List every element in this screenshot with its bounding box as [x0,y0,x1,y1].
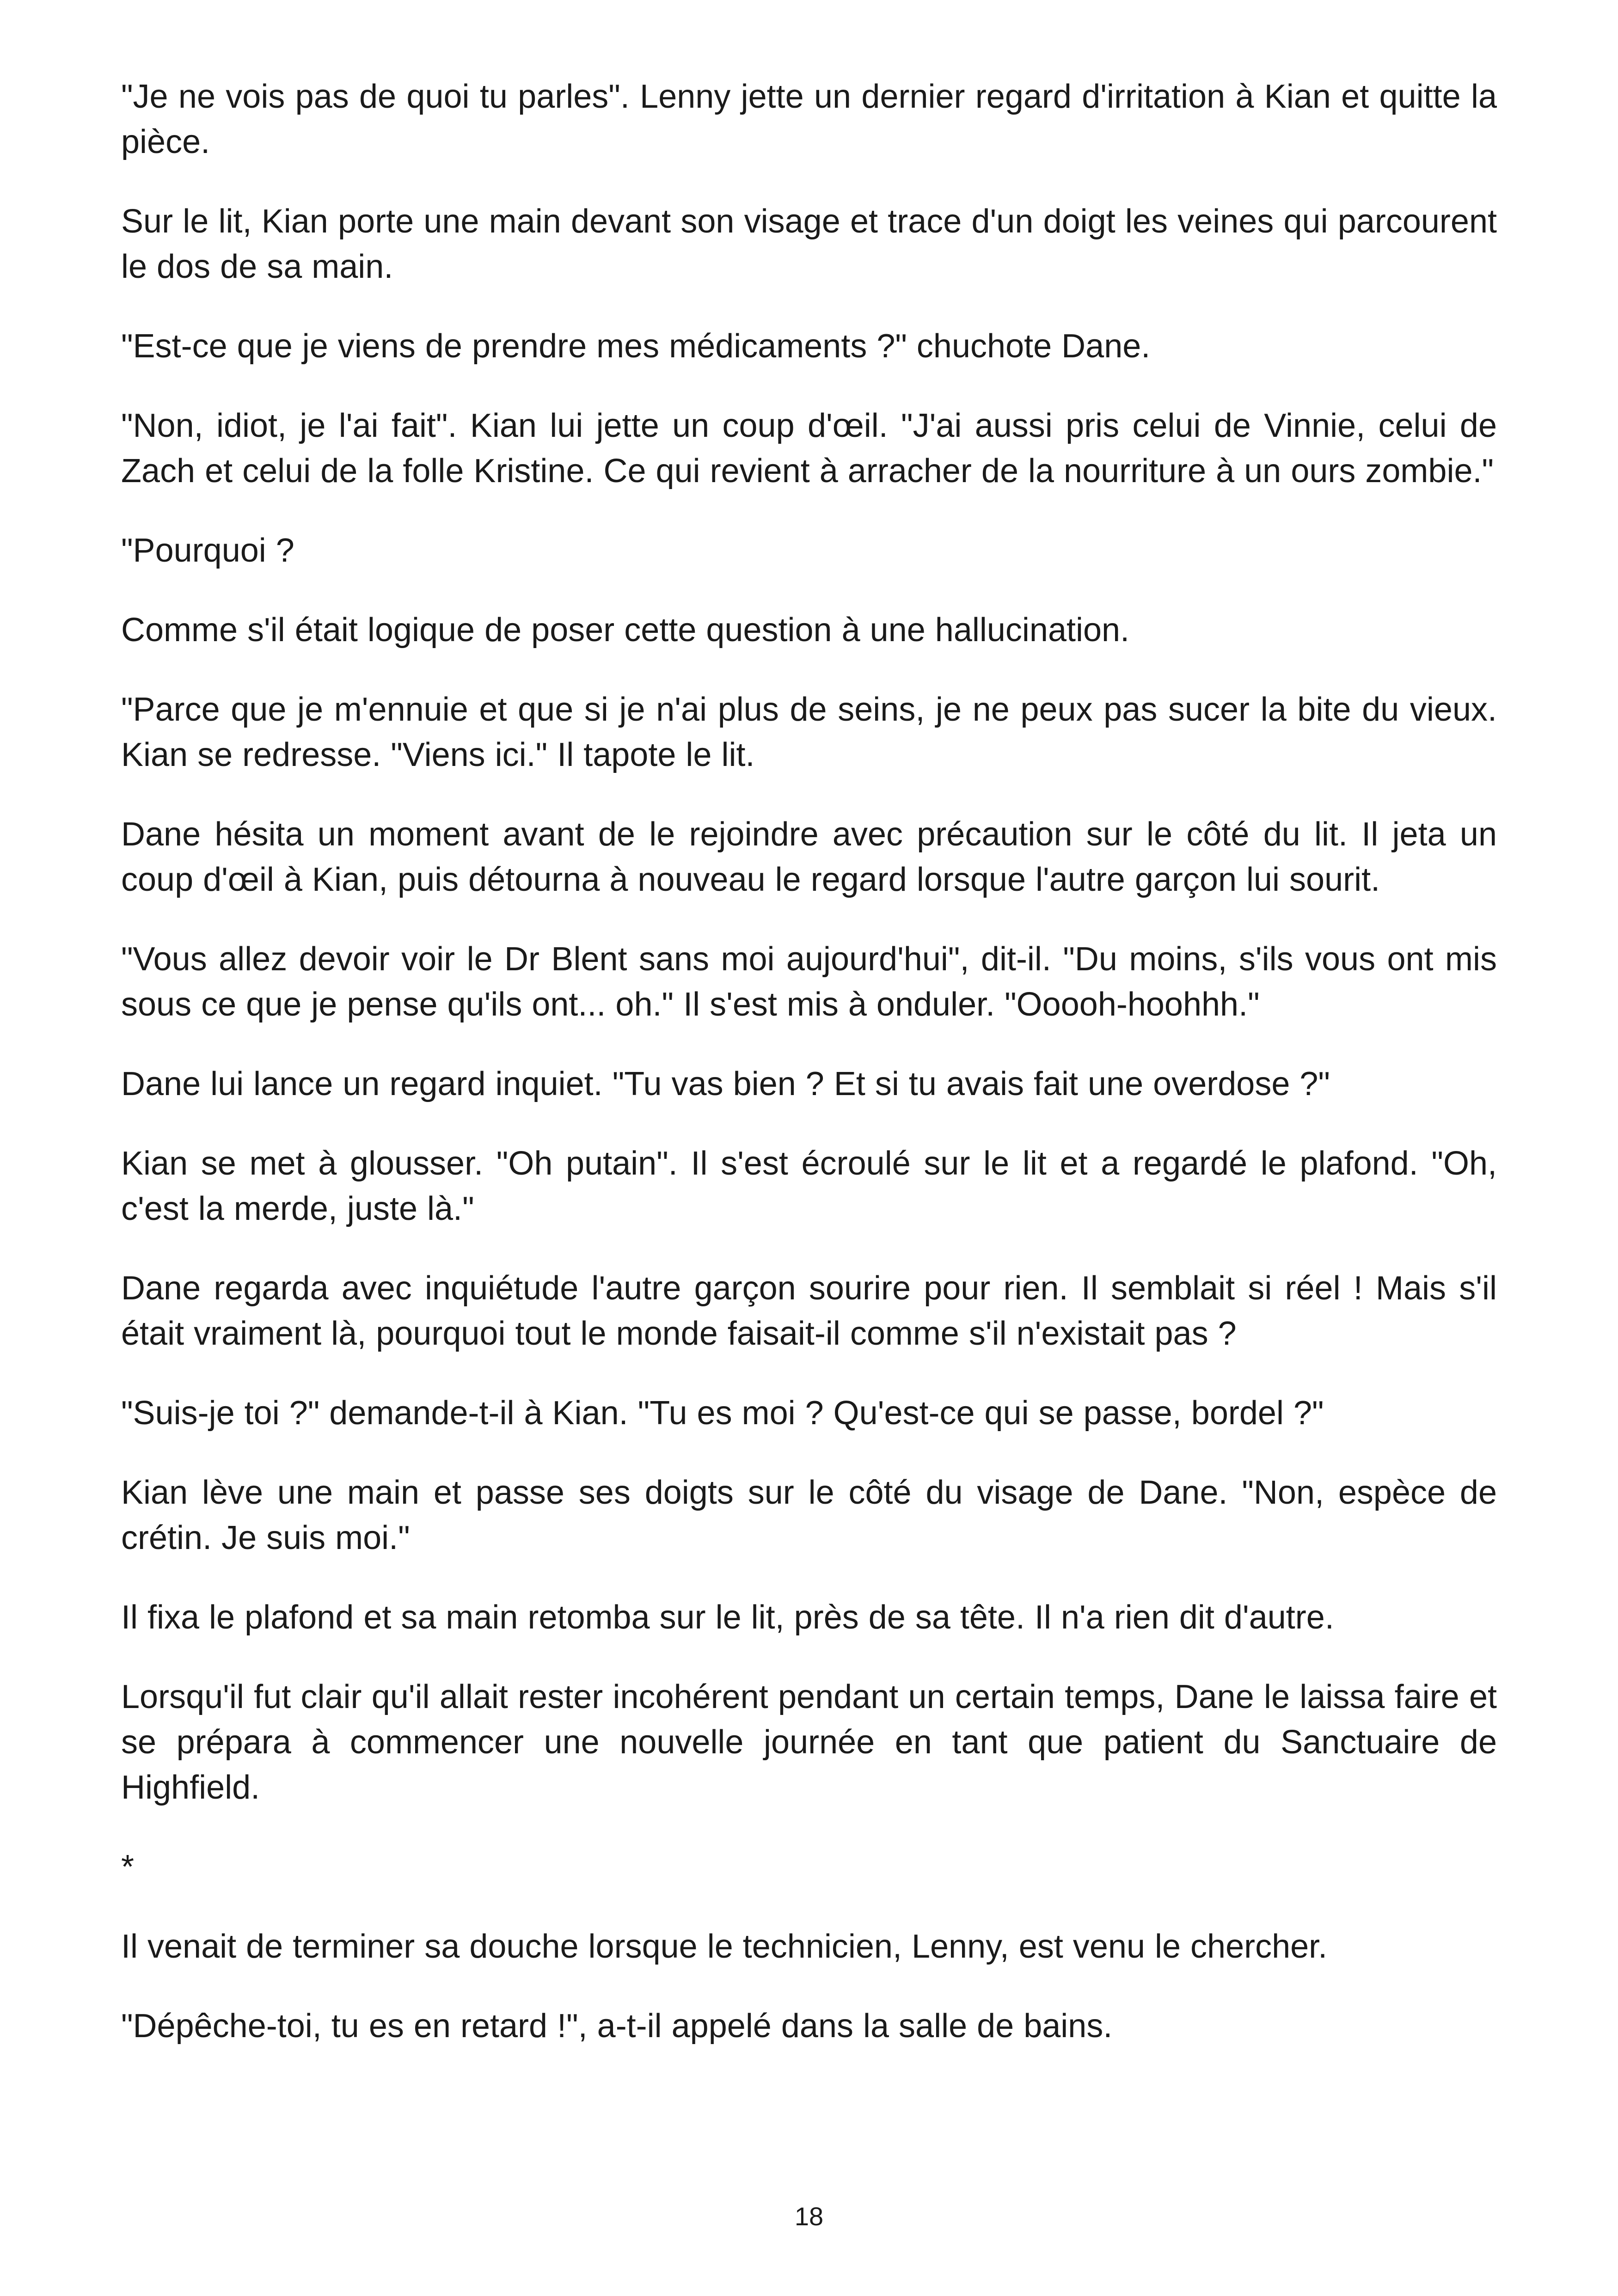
paragraph: Dane hésita un moment avant de le rejoindre avec précaution sur le côté du lit. Il jeta un coup d'œil à Kian, puis détourna à nouveau le regard lorsque l'autre garçon lui sourit. [121,816,1497,898]
page-number: 18 [794,2202,824,2231]
scene-break: * [121,1849,135,1886]
paragraph: Sur le lit, Kian porte une main devant son visage et trace d'un doigt les veines qui parcourent le dos de sa main. [121,203,1497,285]
paragraph: Dane regarda avec inquiétude l'autre garçon sourire pour rien. Il semblait si réel ! Mais s'il était vraiment là, pourquoi tout le monde faisait-il comme s'il n'existait pas ? [121,1270,1497,1352]
paragraph: Dane lui lance un regard inquiet. "Tu vas bien ? Et si tu avais fait une overdose ?" [121,1065,1330,1102]
paragraph: "Est-ce que je viens de prendre mes médicaments ?" chuchote Dane. [121,328,1151,365]
paragraph: Il venait de terminer sa douche lorsque le technicien, Lenny, est venu le chercher. [121,1928,1328,1965]
page-body [121,74,1497,2083]
paragraph: "Dépêche-toi, tu es en retard !", a-t-il appelé dans la salle de bains. [121,2008,1113,2045]
paragraph: Kian se met à glousser. "Oh putain". Il s'est écroulé sur le lit et a regardé le plafond. "Oh, c'est la merde, juste là." [121,1145,1497,1227]
paragraph: Il fixa le plafond et sa main retomba sur le lit, près de sa tête. Il n'a rien dit d'autre. [121,1599,1334,1636]
paragraph: "Suis-je toi ?" demande-t-il à Kian. "Tu es moi ? Qu'est-ce qui se passe, bordel ?" [121,1395,1324,1432]
paragraph: "Parce que je m'ennuie et que si je n'ai plus de seins, je ne peux pas sucer la bite du vieux. Kian se redresse. "Viens ici." Il tapote le lit. [121,691,1497,773]
paragraph: Comme s'il était logique de poser cette question à une hallucination. [121,612,1130,649]
paragraph: "Vous allez devoir voir le Dr Blent sans moi aujourd'hui", dit-il. "Du moins, s'ils vous ont mis sous ce que je pense qu'ils ont... oh." Il s'est mis à onduler. "Ooooh-hoohhh." [121,941,1497,1023]
paragraph: Lorsqu'il fut clair qu'il allait rester incohérent pendant un certain temps, Dane le laissa faire et se prépara à commencer une nouvelle journée en tant que patient du Sanctuaire de Highfield. [121,1678,1497,1806]
paragraph: "Je ne vois pas de quoi tu parles". Lenny jette un dernier regard d'irritation à Kian et quitte la pièce. [121,78,1497,160]
paragraph: "Non, idiot, je l'ai fait". Kian lui jette un coup d'œil. "J'ai aussi pris celui de Vinnie, celui de Zach et celui de la folle Kristine. Ce qui revient à arracher de la nourriture à un ours zombie." [121,407,1497,490]
paragraph: "Pourquoi ? [121,532,294,569]
paragraph: Kian lève une main et passe ses doigts sur le côté du visage de Dane. "Non, espèce de crétin. Je suis moi." [121,1474,1497,1556]
